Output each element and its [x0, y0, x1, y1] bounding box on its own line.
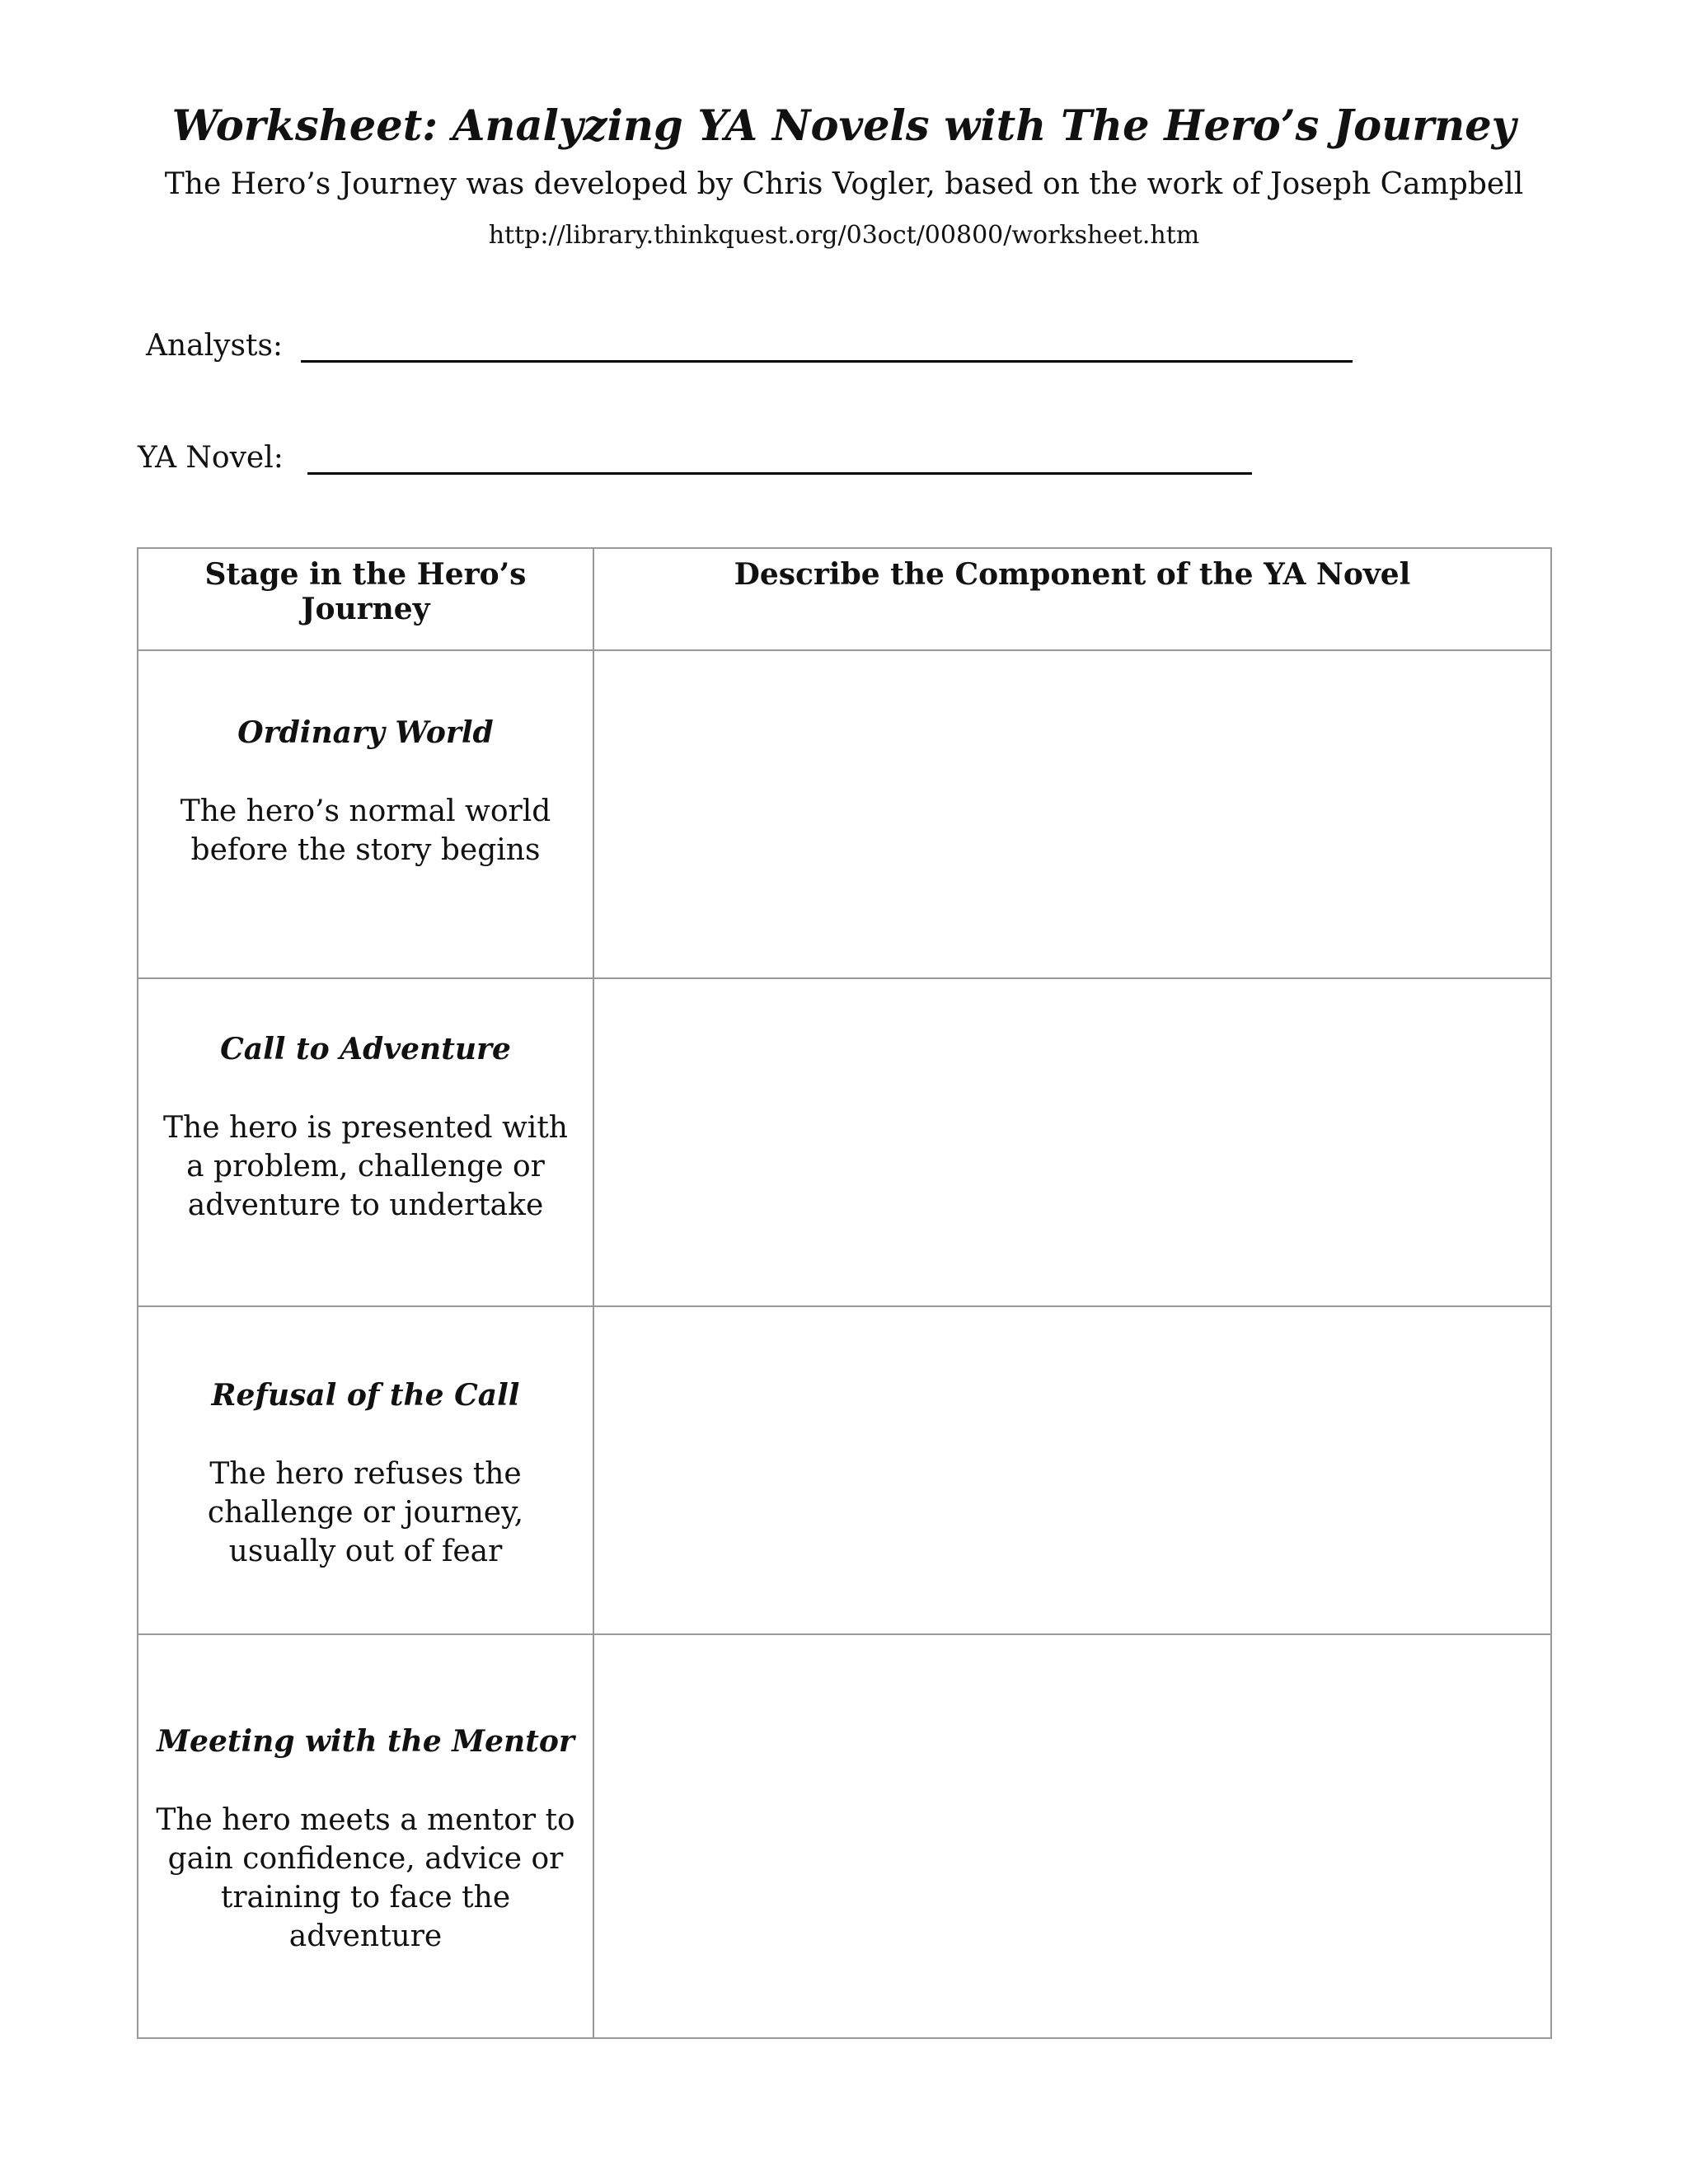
heros-journey-table — [137, 547, 1552, 2039]
table-row — [138, 1634, 1551, 2038]
table-row — [138, 978, 1551, 1306]
describe-column-header: Describe the Component of the YA Novel — [593, 548, 1551, 650]
stage-cell — [138, 650, 593, 978]
stage-column-header: Stage in the Hero’s Journey — [138, 548, 593, 650]
novel-label: YA Novel: — [138, 441, 293, 475]
stage-cell — [138, 978, 593, 1306]
page-subtitle: The Hero’s Journey was developed by Chris Vogler, based on the work of Joseph Campbell — [164, 167, 1524, 201]
table-header-row — [138, 548, 1551, 650]
worksheet-header — [0, 97, 1688, 252]
stage-description: The hero refuses the challenge or journey, usually out of fear — [207, 1457, 524, 1568]
source-url: http://library.thinkquest.org/03oct/00800/worksheet.htm — [488, 221, 1200, 250]
stage-name: Meeting with the Mentor — [157, 1724, 574, 1759]
stage-cell — [138, 1634, 593, 2038]
stage-name: Refusal of the Call — [211, 1378, 520, 1413]
page-title: Worksheet: Analyzing YA Novels with The Hero’s Journey — [171, 101, 1517, 151]
novel-blank-line[interactable] — [307, 444, 1252, 475]
stage-name: Ordinary World — [237, 715, 494, 750]
stage-description: The hero is presented with a problem, challenge or adventure to undertake — [163, 1111, 568, 1222]
table-row — [138, 650, 1551, 978]
stage-cell — [138, 1306, 593, 1634]
answer-cell[interactable] — [593, 650, 1551, 978]
table-row — [138, 1306, 1551, 1634]
stage-description: The hero’s normal world before the story begins — [180, 794, 551, 867]
stage-name: Call to Adventure — [220, 1032, 511, 1066]
answer-cell[interactable] — [593, 1634, 1551, 2038]
analysts-label: Analysts: — [146, 329, 293, 363]
stage-description: The hero meets a mentor to gain confidence, advice or training to face the adventure — [156, 1803, 575, 1953]
analysts-blank-line[interactable] — [301, 332, 1353, 363]
analysts-field — [146, 330, 1353, 363]
novel-field — [138, 442, 1252, 475]
answer-cell[interactable] — [593, 978, 1551, 1306]
answer-cell[interactable] — [593, 1306, 1551, 1634]
